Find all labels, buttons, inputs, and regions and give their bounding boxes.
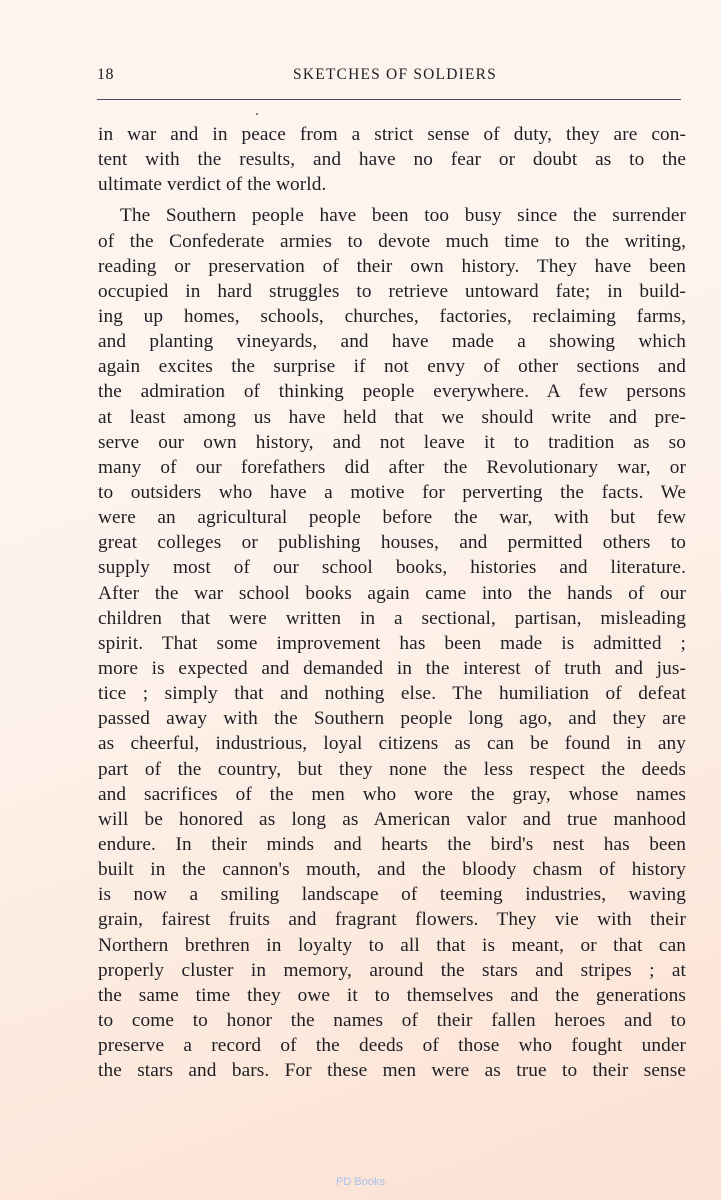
running-head	[97, 66, 681, 90]
text-line: tice ; simply that and nothing else. The humiliation of defeat	[98, 683, 686, 705]
paragraph-1	[98, 122, 686, 197]
text-line: and sacrifices of the men who wore the gray, whose names	[98, 783, 686, 805]
text-line: were an agricultural people before the war, with but few	[98, 507, 686, 529]
text-line: the same time they owe it to themselves and the generations	[98, 984, 686, 1006]
text-line: of the Confederate armies to devote much time to the writing,	[98, 230, 686, 252]
text-line: ing up homes, schools, churches, factories, reclaiming farms,	[98, 305, 686, 327]
text-line: part of the country, but they none the less respect the deeds	[98, 758, 686, 780]
text-line: children that were written in a sectional, partisan, misleading	[98, 607, 686, 629]
text-line: to come to honor the names of their fallen heroes and to	[98, 1009, 686, 1031]
text-line: passed away with the Southern people long ago, and they are	[98, 708, 686, 730]
text-line: occupied in hard struggles to retrieve untoward fate; in build-	[98, 280, 686, 302]
header-rule	[97, 99, 681, 100]
text-line: the stars and bars. For these men were as true to their sense	[98, 1060, 686, 1082]
text-line: and planting vineyards, and have made a showing which	[98, 331, 686, 353]
page-number: 18	[97, 66, 114, 83]
text-line: again excites the surprise if not envy of other sections and	[98, 356, 686, 378]
text-line: ultimate verdict of the world.	[98, 174, 327, 196]
paragraph-2	[98, 203, 686, 1083]
text-line: is now a smiling landscape of teeming industries, waving	[98, 884, 686, 906]
text-line: serve our own history, and not leave it to tradition as so	[98, 431, 686, 453]
print-speck	[256, 113, 258, 115]
body-text	[98, 122, 686, 1083]
text-line: tent with the results, and have no fear or doubt as to the	[98, 149, 686, 171]
running-title: SKETCHES OF SOLDIERS	[293, 66, 497, 83]
text-line: preserve a record of the deeds of those who fought under	[98, 1035, 686, 1057]
text-line: The Southern people have been too busy since the surrender	[120, 205, 686, 227]
text-line: reading or preservation of their own history. They have been	[98, 255, 686, 277]
text-line: at least among us have held that we should write and pre-	[98, 406, 686, 428]
text-line: spirit. That some improvement has been made is admitted ;	[98, 632, 686, 654]
text-line: properly cluster in memory, around the stars and stripes ; at	[98, 959, 686, 981]
text-line: many of our forefathers did after the Revolutionary war, or	[98, 456, 686, 478]
text-line: as cheerful, industrious, loyal citizens as can be found in any	[98, 733, 686, 755]
text-line: grain, fairest fruits and fragrant flowers. They vie with their	[98, 909, 686, 931]
text-line: After the war school books again came into the hands of our	[98, 582, 686, 604]
text-line: endure. In their minds and hearts the bird's nest has been	[98, 833, 686, 855]
text-line: Northern brethren in loyalty to all that is meant, or that can	[98, 934, 686, 956]
text-line: will be honored as long as American valor and true manhood	[98, 808, 686, 830]
text-line: supply most of our school books, histories and literature.	[98, 557, 686, 579]
text-line: built in the cannon's mouth, and the bloody chasm of history	[98, 859, 686, 881]
text-line: more is expected and demanded in the interest of truth and jus-	[98, 657, 686, 679]
text-line: in war and in peace from a strict sense of duty, they are con-	[98, 124, 686, 145]
text-line: great colleges or publishing houses, and permitted others to	[98, 532, 686, 554]
text-line: the admiration of thinking people everywhere. A few persons	[98, 381, 686, 403]
text-line: to outsiders who have a motive for perverting the facts. We	[98, 481, 686, 503]
watermark: PD Books	[336, 1176, 385, 1188]
